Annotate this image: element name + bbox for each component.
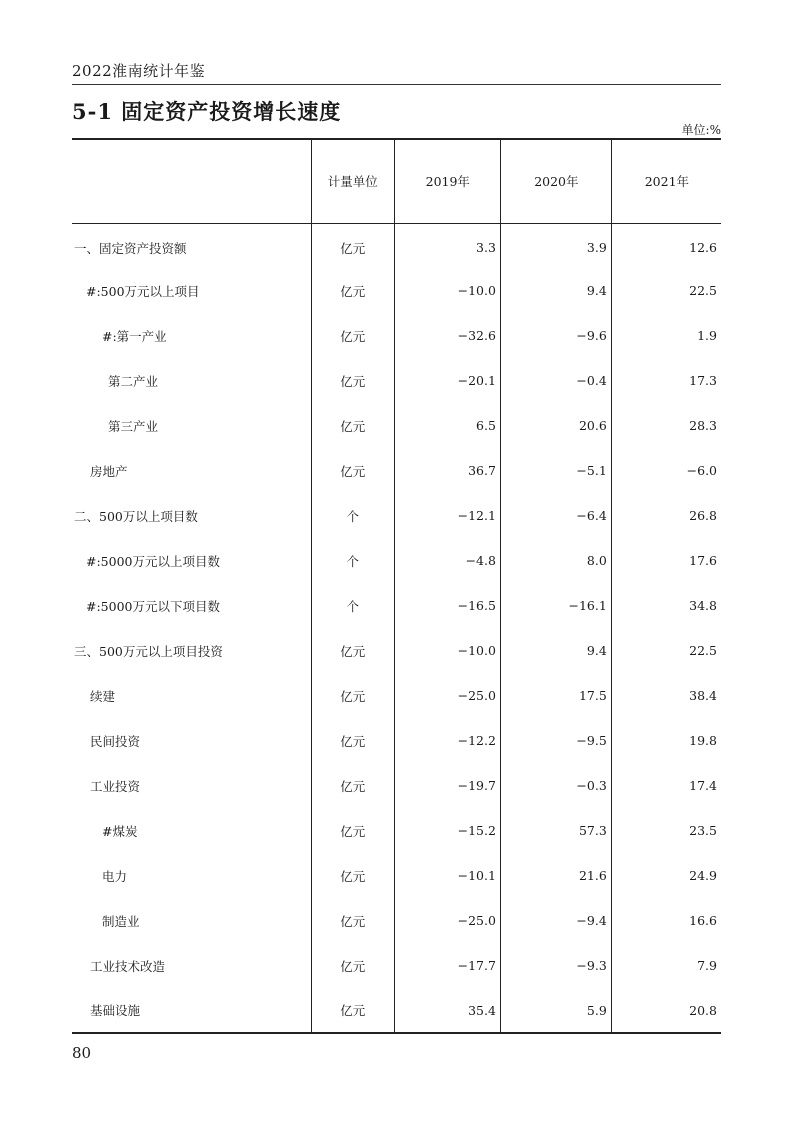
row-value-2021: 16.6 [689, 913, 717, 928]
row-value-2019: −19.7 [394, 763, 500, 808]
row-value-2021: 22.5 [689, 283, 717, 298]
row-label: 基础设施 [72, 988, 311, 1033]
table-row [72, 448, 721, 493]
row-unit: 亿元 [311, 448, 394, 493]
table-row [72, 718, 721, 763]
row-unit: 个 [311, 538, 394, 583]
row-value-2019: 35.4 [394, 988, 500, 1033]
row-value-2019: −12.1 [394, 493, 500, 538]
row-unit: 亿元 [311, 763, 394, 808]
row-value-2021: 26.8 [689, 508, 717, 523]
row-value-2021: 38.4 [689, 688, 717, 703]
row-value-2020: −9.6 [500, 313, 611, 358]
row-label: 制造业 [102, 913, 140, 929]
row-unit: 亿元 [311, 628, 394, 673]
row-label: 工业技术改造 [90, 958, 166, 974]
row-value-2020: 17.5 [500, 673, 611, 718]
column-header-2019: 2019年 [394, 139, 500, 223]
table-row [72, 223, 721, 268]
row-value-2019: −10.0 [394, 628, 500, 673]
row-value-2021: 7.9 [697, 958, 717, 973]
row-value-2021: 12.6 [689, 240, 717, 256]
row-unit: 亿元 [311, 808, 394, 853]
row-value-2019: −10.1 [394, 853, 500, 898]
row-unit: 亿元 [311, 223, 394, 268]
column-header-2021: 2021年 [611, 139, 721, 223]
row-value-2021: 17.4 [689, 778, 717, 793]
table-row [72, 853, 721, 898]
row-value-2021: 20.8 [611, 988, 721, 1033]
row-value-2021: 28.3 [689, 418, 717, 433]
row-value-2021: 24.9 [689, 868, 717, 883]
row-value-2020: 21.6 [500, 853, 611, 898]
column-header-2020: 2020年 [500, 139, 611, 223]
row-value-2019: 36.7 [394, 448, 500, 493]
row-unit: 亿元 [311, 403, 394, 448]
table-header-row [72, 139, 721, 223]
row-value-2021: 23.5 [689, 823, 717, 838]
yearbook-header: 2022淮南统计年鉴 [72, 62, 206, 80]
row-unit: 亿元 [311, 898, 394, 943]
row-value-2019: −17.7 [394, 943, 500, 988]
row-unit: 亿元 [311, 943, 394, 988]
row-unit: 亿元 [311, 673, 394, 718]
row-label: #煤炭 [102, 823, 138, 839]
table-row [72, 808, 721, 853]
row-value-2021: 34.8 [689, 598, 717, 613]
row-value-2021: 1.9 [697, 328, 717, 343]
table-body [72, 223, 721, 1033]
table-row [72, 538, 721, 583]
row-value-2020: 9.4 [500, 628, 611, 673]
row-value-2019: −15.2 [394, 808, 500, 853]
table-row [72, 988, 721, 1033]
row-value-2021: 22.5 [689, 643, 717, 658]
row-label: #:5000万元以下项目数 [86, 598, 220, 614]
row-label: 房地产 [90, 463, 128, 479]
row-label: 三、500万元以上项目投资 [74, 643, 223, 659]
row-value-2021: −6.0 [686, 463, 717, 478]
row-label: 工业投资 [90, 778, 141, 794]
row-value-2020: −0.4 [500, 358, 611, 403]
row-unit: 亿元 [311, 718, 394, 763]
row-value-2020: −9.5 [500, 718, 611, 763]
row-unit: 亿元 [311, 988, 394, 1033]
row-value-2020: 3.9 [500, 223, 611, 268]
table-row [72, 358, 721, 403]
row-value-2020: −16.1 [500, 583, 611, 628]
row-value-2020: 9.4 [500, 268, 611, 313]
row-unit: 亿元 [311, 268, 394, 313]
column-header-item [72, 139, 311, 223]
row-label: 二、500万以上项目数 [74, 508, 198, 524]
table-row [72, 898, 721, 943]
table-row [72, 268, 721, 313]
row-value-2019: −16.5 [394, 583, 500, 628]
table-title: 5-1 固定资产投资增长速度 [72, 99, 342, 124]
row-value-2019: −10.0 [394, 268, 500, 313]
row-value-2020: 57.3 [500, 808, 611, 853]
table-row [72, 628, 721, 673]
table-row [72, 493, 721, 538]
row-value-2019: 3.3 [394, 223, 500, 268]
row-unit: 亿元 [311, 853, 394, 898]
row-value-2020: −9.3 [500, 943, 611, 988]
row-value-2019: −20.1 [394, 358, 500, 403]
row-value-2019: −12.2 [394, 718, 500, 763]
row-unit: 个 [311, 583, 394, 628]
row-label: 第二产业 [108, 373, 159, 389]
row-value-2020: −6.4 [500, 493, 611, 538]
row-label: 续建 [90, 688, 116, 704]
row-label: 一、固定资产投资额 [74, 240, 187, 256]
row-label: #:5000万元以上项目数 [86, 553, 220, 569]
table-row [72, 673, 721, 718]
row-unit: 亿元 [311, 313, 394, 358]
table-row [72, 403, 721, 448]
table-row [72, 763, 721, 808]
table-row [72, 583, 721, 628]
row-label: 电力 [102, 868, 128, 884]
row-value-2020: 8.0 [500, 538, 611, 583]
row-value-2019: −32.6 [394, 313, 500, 358]
row-value-2019: −25.0 [394, 898, 500, 943]
row-value-2020: −0.3 [500, 763, 611, 808]
table-row [72, 943, 721, 988]
row-value-2021: 17.3 [689, 373, 717, 388]
row-value-2021: 19.8 [689, 733, 717, 748]
row-value-2019: −4.8 [394, 538, 500, 583]
row-value-2020: 20.6 [500, 403, 611, 448]
row-unit: 亿元 [311, 358, 394, 403]
row-value-2019: 6.5 [394, 403, 500, 448]
row-value-2019: −25.0 [394, 673, 500, 718]
row-value-2020: −9.4 [500, 898, 611, 943]
row-value-2020: 5.9 [500, 988, 611, 1033]
row-value-2021: 17.6 [689, 553, 717, 568]
row-unit: 个 [311, 493, 394, 538]
row-label: #:500万元以上项目 [86, 283, 200, 299]
row-label: #:第一产业 [102, 328, 167, 344]
unit-note: 单位:% [681, 123, 721, 137]
row-label: 第三产业 [108, 418, 159, 434]
column-header-unit: 计量单位 [311, 139, 394, 223]
row-label: 民间投资 [90, 733, 141, 749]
investment-growth-table [72, 138, 721, 1034]
header-rule [72, 84, 721, 85]
table-row [72, 313, 721, 358]
row-value-2020: −5.1 [500, 448, 611, 493]
page-number: 80 [72, 1044, 92, 1062]
